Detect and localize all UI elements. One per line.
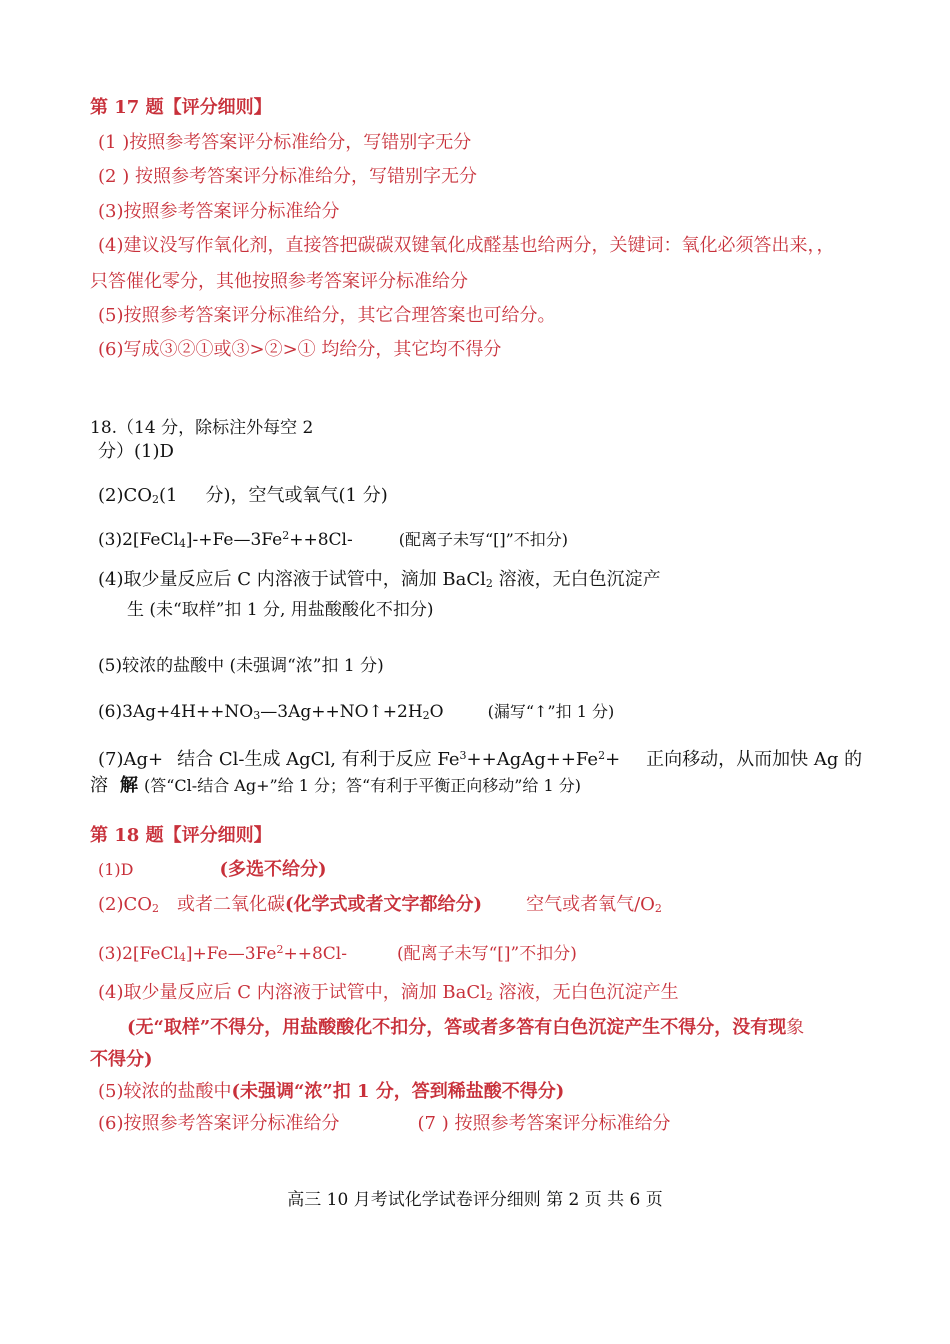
section-18-title: 第 18 题【评分细则】 bbox=[90, 825, 272, 846]
q18-head: 18.（14 分，除标注外每空 2 bbox=[90, 418, 314, 438]
s17-item-4-cont: 只答催化零分，其他按照参考答案评分标准给分 bbox=[90, 271, 468, 292]
s18-rule-2: $(2)CO_2$ 或者二氧化碳(化学式或者文字都给分) 空气或者氧气$/O_2$ bbox=[98, 894, 662, 915]
q18-line-4-cont: 生 (未“取样”扣 1 分, 用盐酸酸化不扣分) bbox=[127, 600, 434, 620]
q18-line-7-cont: 溶 解 (答“Cl-结合 Ag+”给 1 分；答“有利于平衡正向移动”给 1 分) bbox=[90, 775, 581, 796]
page-footer: 高三 10 月考试化学试卷评分细则 第 2 页 共 6 页 bbox=[287, 1190, 663, 1210]
section-17-title: 第 17 题【评分细则】 bbox=[90, 97, 272, 118]
q18-line-7: (7)Ag+ 结合 Cl-生成 AgCl, 有利于反应 $Fe^3++AgAg++Fe^2+$ 正向移动，从而加快 Ag 的 bbox=[98, 749, 863, 770]
q18-line-2: $(2)CO_2(1$ 分)，空气或氧气(1 分) bbox=[98, 485, 388, 506]
s17-item-5: (5)按照参考答案评分标准给分，其它合理答案也可给分。 bbox=[98, 305, 556, 326]
s18-rule-4-note-cont: 不得分) bbox=[90, 1049, 153, 1070]
s18-rule-4: (4)取少量反应后 C 内溶液于试管中，滴加 BaCl$_2$ 溶液，无白色沉淀产生 bbox=[98, 982, 679, 1003]
q18-line-6: $(6)3Ag+4H++NO_3—3Ag++NO↑+2H_2O$ (漏写“↑”扣 1 分) bbox=[98, 702, 615, 722]
s17-item-1: (1 )按照参考答案评分标准给分，写错别字无分 bbox=[98, 132, 472, 153]
s18-rule-6-7: (6)按照参考答案评分标准给分 (7 ) 按照参考答案评分标准给分 bbox=[98, 1113, 671, 1134]
q18-line-1: 分）(1)D bbox=[98, 441, 174, 462]
q18-line-3: $(3)2[FeCl_4]-+Fe—3Fe^2++8Cl-$ (配离子未写“[]”不扣分) bbox=[98, 529, 569, 550]
s18-rule-4-note: (无“取样”不得分，用盐酸酸化不扣分，答或者多答有白色沉淀产生不得分，没有现象 bbox=[127, 1017, 805, 1038]
s18-rule-3: $(3)2[FeCl_4]+Fe—3Fe^2++8Cl-$ (配离子未写“[]”不扣分) bbox=[98, 943, 577, 964]
q18-line-5: (5)较浓的盐酸中 (未强调“浓”扣 1 分) bbox=[98, 656, 384, 676]
s17-item-4: (4)建议没写作氧化剂，直接答把碳碳双键氧化成醛基也给两分，关键词：氧化必须答出来，， bbox=[98, 235, 835, 256]
s18-rule-1: (1)D (多选不给分) bbox=[98, 859, 327, 880]
s17-item-2: (2 ) 按照参考答案评分标准给分，写错别字无分 bbox=[98, 166, 477, 187]
s18-rule-5: (5)较浓的盐酸中(未强调“浓”扣 1 分，答到稀盐酸不得分) bbox=[98, 1081, 565, 1102]
s17-item-3: (3)按照参考答案评分标准给分 bbox=[98, 201, 340, 222]
q18-line-4: (4)取少量反应后 C 内溶液于试管中，滴加 BaCl$_2$ 溶液，无白色沉淀产 bbox=[98, 569, 661, 590]
s17-item-6: (6)写成③②①或③>②>① 均给分，其它均不得分 bbox=[98, 339, 502, 360]
